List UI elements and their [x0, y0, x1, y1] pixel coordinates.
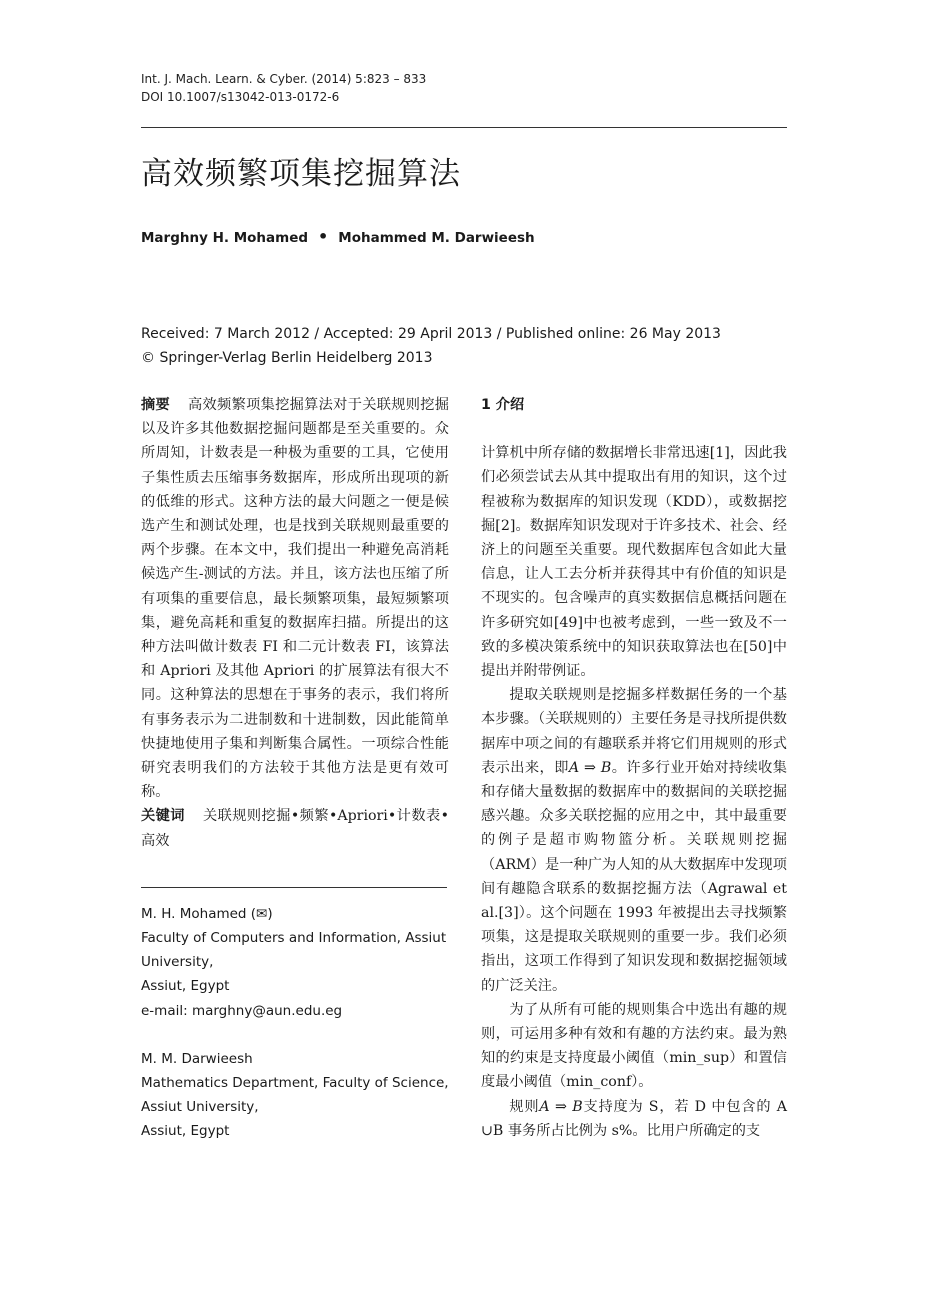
paper-title: 高效频繁项集挖掘算法	[141, 156, 461, 192]
rule-formula-2: A ⇒ B	[539, 1098, 583, 1115]
publication-dates	[141, 322, 721, 370]
author-second[interactable]: Mohammed M. Darwieesh	[338, 230, 535, 246]
affiliation-divider	[141, 887, 447, 888]
abstract-label: 摘要	[141, 397, 171, 413]
affiliation-2-line: Assiut, Egypt	[141, 1123, 230, 1140]
abstract-text: 高效频繁项集挖掘算法对于关联规则挖掘以及许多其他数据挖掘问题都是至关重要的。众所周知，计数表是一种极为重要的工具，它使用子集性质去压缩事务数据库，形成所出现项的新的低维的形式。这种方法的最大问题之一便是候选产生和测试处理，也是找到关联规则最重要的两个步骤。在本文中，我们提出一种避免高消耗候选产生-测试的方法。并且，该方法也压缩了所有项集的重要信息，最长频繁项集，最短频繁项集，避免高耗和重复的数据库扫描。所提出的这种方法叫做计数表 FI 和二元计数表 FI，该算法和 Apriori 及其他 Apriori 的扩展算法有很大不同。这种算法的思想在于事务的表示，我们将所有事务表示为二进制数和十进制数，因此能简单快捷地使用子集和判断集合属性。一项综合性能研究表明我们的方法较于其他方法是更有效可称。	[141, 397, 449, 801]
paragraph-2	[481, 683, 787, 998]
affiliation-2-name: M. M. Darwieesh	[141, 1050, 253, 1067]
affiliation-1-line: Faculty of Computers and Information, Assiut University,	[141, 930, 447, 971]
top-divider	[141, 127, 787, 128]
affiliation-1-email[interactable]: e-mail: marghny@aun.edu.eg	[141, 1002, 343, 1019]
paragraph-2-end: 。许多行业开始对持续收集和存储大量数据的数据库中的数据间的关联挖掘感兴趣。众多关联挖掘的应用之中，其中最重要的例子是超市购物篮分析。关联规则挖掘（ARM）是一种广为人知的从大数据库中发现项间有趣隐含联系的数据挖掘方法（Agrawal et al.[3]）。这个问题在 1993 年被提出去寻找频繁项集，这是提取关联规则的重要一步。我们必须指出，这项工作得到了知识发现和数据挖掘领域的广泛关注。	[481, 759, 787, 994]
section-heading: 1 介绍	[481, 397, 525, 413]
dates-line: Received: 7 March 2012 / Accepted: 29 April 2013 / Published online: 26 May 2013	[141, 326, 721, 342]
affiliation-2-line: Mathematics Department, Faculty of Science, Assiut University,	[141, 1075, 449, 1116]
affiliation-gap	[141, 1023, 449, 1047]
copyright-line: © Springer-Verlag Berlin Heidelberg 2013	[141, 350, 433, 366]
affiliation-1-line: Assiut, Egypt	[141, 978, 230, 995]
keywords-label: 关键词	[141, 808, 185, 825]
paragraph-4	[481, 1095, 787, 1143]
keywords-text: 关联规则挖掘•频繁•Apriori•计数表•高效	[141, 808, 449, 849]
paragraph-4-end: 支持度为 S，若 D 中包含的 A ∪B 事务所占比例为 s%。比用户所确定的支	[481, 1098, 787, 1139]
author-first[interactable]: Marghny H. Mohamed	[141, 230, 309, 246]
paragraph-4-start: 规则	[509, 1098, 540, 1115]
keywords	[141, 804, 449, 852]
author-list	[141, 227, 535, 246]
left-column	[141, 393, 449, 1144]
paragraph-1: 计算机中所存储的数据增长非常迅速[1]，因此我们必须尝试去从其中提取出有用的知识，这个过程被称为数据库的知识发现（KDD），或数据挖掘[2]。数据库知识发现对于许多技术、社会、经济上的问题至关重要。现代数据库包含如此大量信息，让人工去分析并获得其中有价值的知识是不现实的。包含噪声的真实数据信息概括问题在许多研究如[49]中也被考虑到，一些一致及不一致的多模决策系统中的知识获取算法也在[50]中提出并附带例证。	[481, 445, 787, 680]
journal-header	[141, 70, 426, 106]
rule-formula: A ⇒ B	[568, 759, 612, 776]
right-column	[481, 393, 787, 1143]
paragraph-3: 为了从所有可能的规则集合中选出有趣的规则，可运用多种有效和有趣的方法约束。最为熟知的约束是支持度最小阈值（min_sup）和置信度最小阈值（min_conf）。	[481, 1001, 787, 1091]
paragraph-2-start: 提取关联规则是挖掘多样数据任务的一个基本步骤。（关联规则的）主要任务是寻找所提供数据库中项之间的有趣联系并将它们用规则的形式表示出来，即	[481, 687, 787, 776]
affiliation-1-name: M. H. Mohamed (✉)	[141, 905, 273, 922]
journal-citation: Int. J. Mach. Learn. & Cyber. (2014) 5:823 – 833	[141, 72, 427, 86]
affiliations	[141, 902, 449, 1144]
abstract	[141, 393, 449, 804]
author-separator: •	[318, 227, 329, 246]
journal-doi: DOI 10.1007/s13042-013-0172-6	[141, 90, 340, 104]
